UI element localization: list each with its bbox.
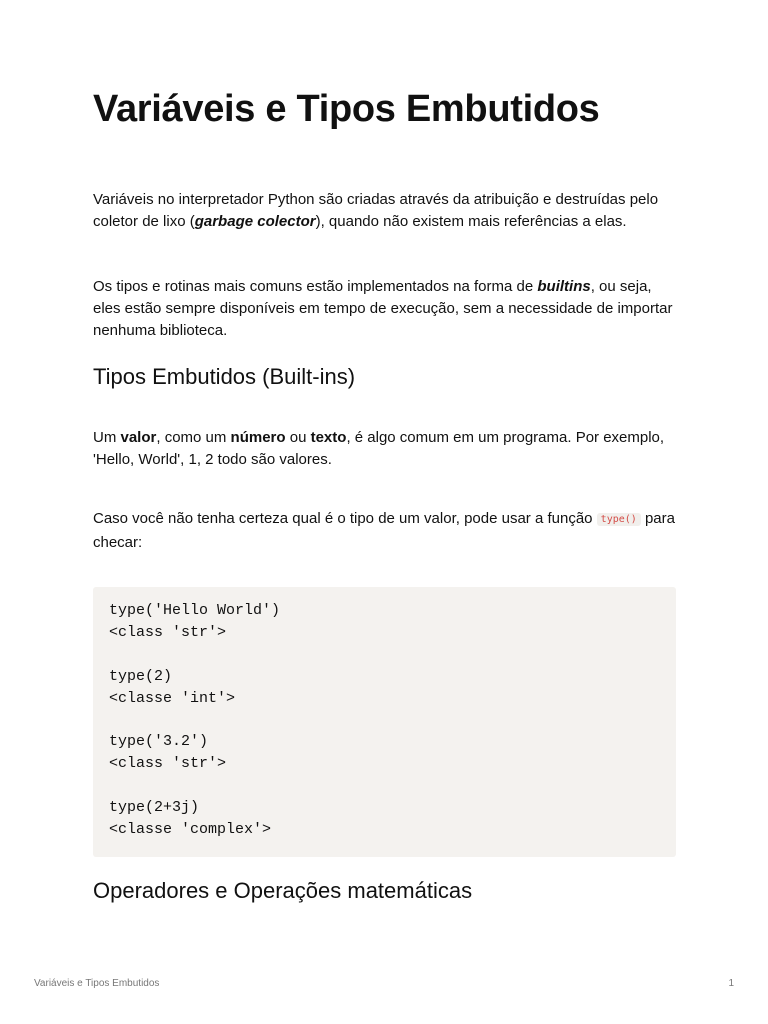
intro-paragraph-2: [93, 276, 683, 342]
values-paragraph: [93, 427, 683, 471]
values-bold-valor: valor: [120, 429, 157, 446]
values-text-4: , é algo comum em um programa. Por exemplo, 'Hello, World', 1, 2 todo são valores.: [93, 429, 665, 468]
intro-p1-emphasis: garbage colector: [194, 213, 316, 230]
section-heading-builtins: Tipos Embutidos (Built-ins): [93, 364, 356, 389]
code-block-content: type('Hello World') <class 'str'> type(2) <classe 'int'> type('3.2') <class 'str'> type(2+3j) <classe 'complex'>: [109, 602, 281, 839]
values-bold-numero: número: [230, 429, 286, 446]
type-text-a: Caso você não tenha certeza qual é o tipo de um valor, pode usar a função: [93, 510, 597, 527]
values-text-3: ou: [285, 429, 311, 446]
values-text-1: Um: [93, 429, 121, 446]
footer-page-number: 1: [728, 978, 734, 989]
inline-code-type: type(): [597, 513, 641, 526]
type-function-paragraph: [93, 508, 683, 554]
intro-p2-text-b: , ou seja, eles estão sempre disponíveis em tempo de execução, sem a necessidade de importar nenhuma biblioteca.: [93, 278, 673, 339]
footer-title: Variáveis e Tipos Embutidos: [34, 978, 160, 989]
section-heading-operators: Operadores e Operações matemáticas: [93, 878, 473, 903]
type-text-b: para checar:: [93, 510, 675, 551]
intro-p2-text-a: Os tipos e rotinas mais comuns estão implementados na forma de: [93, 278, 538, 295]
intro-p1-text-b: ), quando não existem mais referências a elas.: [315, 213, 627, 230]
page-footer: [34, 978, 734, 989]
code-block: [93, 587, 676, 857]
values-bold-texto: texto: [310, 429, 347, 446]
intro-p1-text-a: Variáveis no interpretador Python são criadas através da atribuição e destruídas pelo coletor de lixo (: [93, 191, 659, 230]
intro-p2-emphasis: builtins: [537, 278, 591, 295]
values-text-2: , como um: [156, 429, 231, 446]
intro-paragraph-1: [93, 189, 683, 233]
page-title: Variáveis e Tipos Embutidos: [93, 88, 600, 130]
